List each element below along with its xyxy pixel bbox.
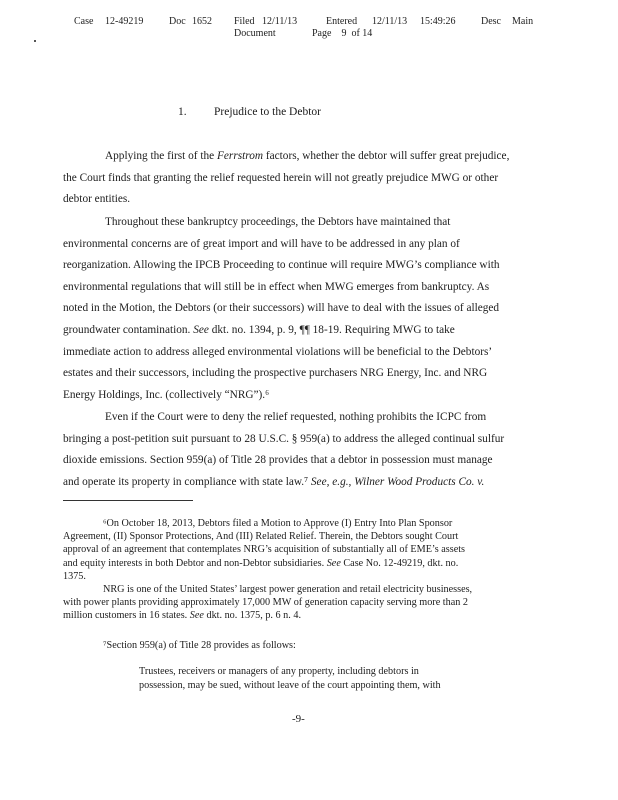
footnote-line [103,518,452,529]
text-segment: Trustees, receivers or managers of any property, including debtors in [139,666,419,677]
body-line [63,172,498,184]
document-label: Document [234,28,276,39]
case-label: Case [74,16,94,27]
filed-label: Filed [234,16,255,27]
page-info: Page 9 of 14 [312,28,373,39]
page-number: -9- [292,713,305,725]
italic-text: See [189,610,204,622]
italic-text: See [326,557,341,569]
text-segment: Energy Holdings, Inc. (collectively “NRG”).⁶ [63,388,270,401]
body-line [63,476,484,488]
doc-label: Doc [169,16,186,27]
text-segment: dkt. no. 1394, p. 9, ¶¶ 18-19. Requiring MWG to take [208,324,455,336]
italic-text: See [193,324,209,336]
body-line [63,433,504,445]
text-segment: and equity interests in both Debtor and non-Debtor subsidiaries. [63,557,327,569]
text-segment: ⁶On October 18, 2013, Debtors filed a Motion to Approve (I) Entry Into Plan Sponsor [103,518,453,529]
footnote-line [103,640,296,651]
footnote-separator [63,500,193,501]
text-segment: and operate its property in compliance with state law.⁷ [63,475,311,488]
text-segment: groundwater contamination. [63,324,194,336]
text-segment: reorganization. Allowing the IPCB Proceeding to continue will require MWG’s compliance with [63,259,500,272]
footnote-line [63,558,458,569]
footnote-line [63,597,468,608]
case-number: 12-49219 [105,16,144,27]
body-line [105,150,509,162]
text-segment: environmental concerns are of great import and will have to be addressed in any plan of [63,237,460,250]
text-segment: ⁷Section 959(a) of Title 28 provides as follows: [103,640,296,651]
section-heading [178,106,321,118]
footnote-line [63,571,86,582]
text-segment: dioxide emissions. Section 959(a) of Title 28 provides that a debtor in possession must manage [63,454,493,466]
footnote-line [63,531,458,542]
text-segment: possession, may be sued, without leave of the court appointing them, with [139,679,441,691]
footnote-line [139,680,441,691]
entered-label: Entered [326,16,358,27]
text-segment: Even if the Court were to deny the relief requested, nothing prohibits the ICPC from [105,411,487,423]
entered-date: 12/11/13 [372,16,408,27]
text-segment: the Court finds that granting the relief requested herein will not greatly prejudice MWG or other [63,171,499,184]
body-line [63,346,492,358]
body-line [63,367,487,379]
body-line [63,281,489,293]
body-line [63,259,500,271]
text-segment: estates and their successors, including the prospective purchasers NRG Energy, Inc. and NRG [63,367,488,380]
text-segment: factors, whether the debtor will suffer great prejudice, [263,150,510,162]
text-segment: with power plants providing approximately 17,000 MW of generation capacity serving more than 2 [63,597,468,609]
text-segment: NRG is one of the United States’ largest power generation and retail electricity businesses, [103,584,473,595]
text-segment: Agreement, (II) Sponsor Protections, And (III) Related Relief. Therein, the Debtors sought Court [63,531,459,543]
text-segment: bringing a post-petition suit pursuant to 28 U.S.C. § 959(a) to address the alleged continual sulfur [63,432,505,445]
text-segment: 1375. [63,570,86,582]
doc-number: 1652 [192,16,212,27]
italic-text: Ferrstrom [217,150,264,162]
body-line [105,411,486,423]
filed-date: 12/11/13 [262,16,298,27]
body-line [63,389,269,401]
scan-speck [34,40,36,42]
text-segment: environmental regulations that will still be in effect when MWG emerges from bankruptcy. As [63,280,490,293]
text-segment: Case No. 12-49219, dkt. no. [340,557,459,569]
section-title: Prejudice to the Debtor [214,106,321,118]
text-segment: debtor entities. [63,193,131,205]
text-segment: Throughout these bankruptcy proceedings, the Debtors have maintained that [105,216,451,228]
body-line [63,238,460,250]
entered-time: 15:49:26 [420,16,456,27]
text-segment: immediate action to address alleged environmental violations will be beneficial to the Debtors’ [63,345,493,358]
body-line [63,302,499,314]
main-label: Main [512,16,534,27]
text-segment: noted in the Motion, the Debtors (or their successors) will have to deal with the issues of alleged [63,302,500,315]
desc-label: Desc [481,16,501,27]
body-line [63,324,455,336]
footnote-line [63,544,465,555]
text-segment: million customers in 16 states. [63,610,190,622]
text-segment: approval of an agreement that contemplates NRG’s acquisition of substantially all of EME’s assets [63,544,466,556]
footnote-line [63,610,301,621]
text-segment: Applying the first of the [105,150,218,162]
footnote-line [139,666,419,677]
section-number: 1. [178,106,187,118]
body-line [63,193,130,205]
body-line [105,216,450,228]
text-segment: dkt. no. 1375, p. 6 n. 4. [203,610,301,622]
body-line [63,454,493,466]
italic-text: See, e.g., Wilner Wood Products Co. v. [310,475,485,488]
footnote-line [103,584,472,595]
